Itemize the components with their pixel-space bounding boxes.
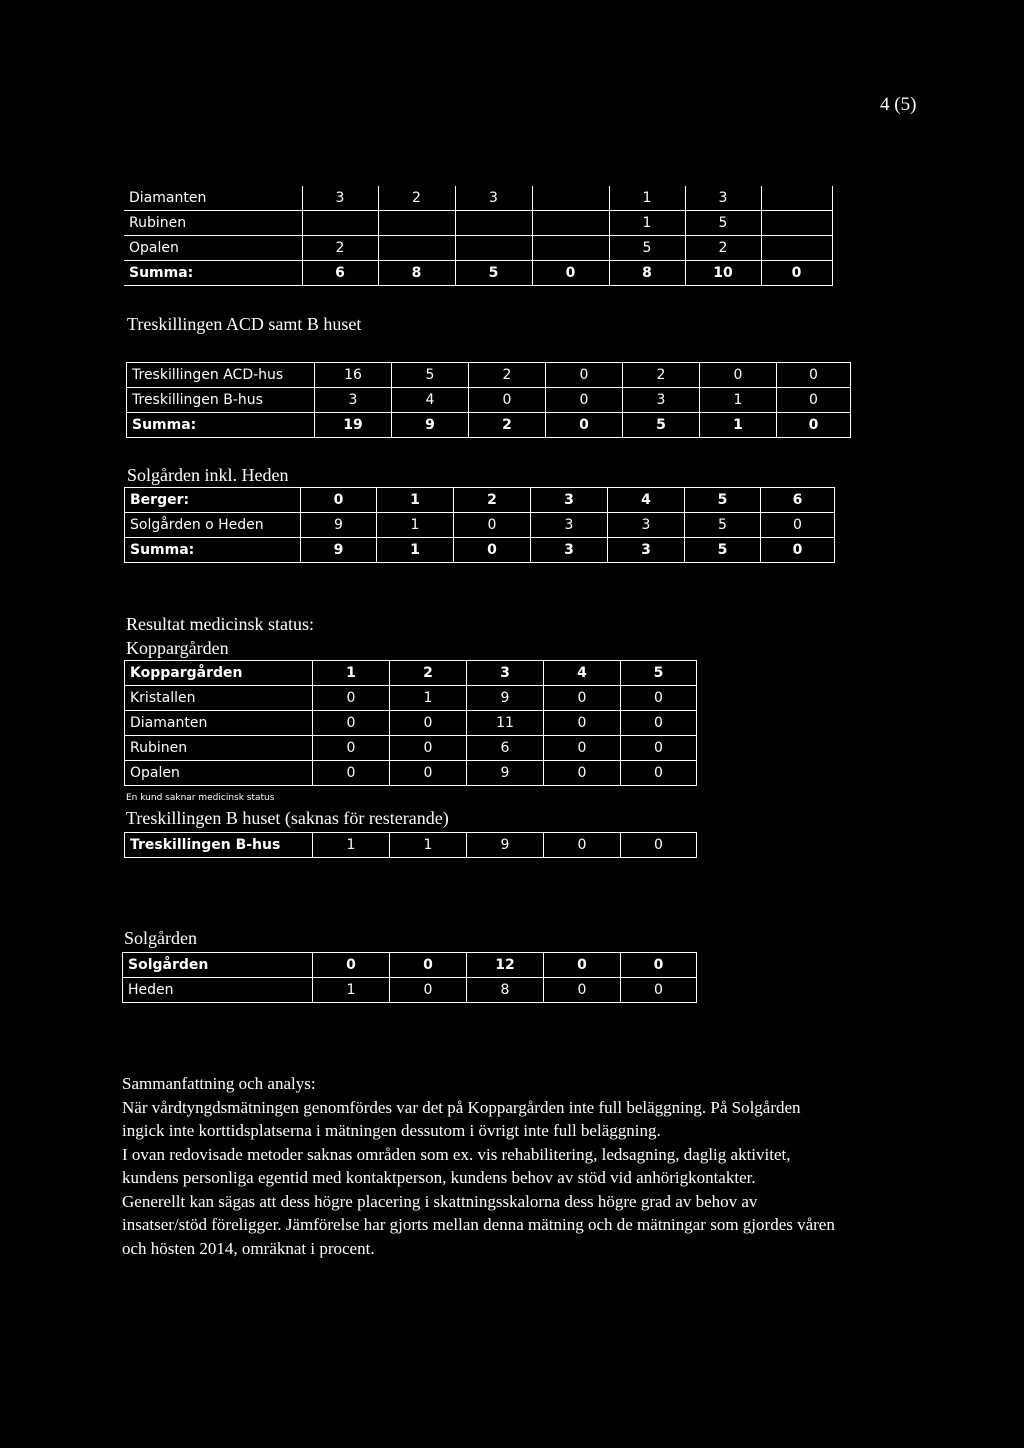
table-cell: 2 [454,488,531,513]
table-cell: 0 [544,833,621,858]
table-cell: 10 [685,261,761,286]
table-row [124,186,832,211]
table-cell: 0 [532,261,609,286]
table-cell: 5 [685,513,761,538]
table-cell: 1 [377,538,454,563]
table-cell: 3 [315,388,392,413]
table-koppargarden-top [124,186,833,286]
table-cell: 2 [302,236,378,261]
table-cell: 4 [392,388,469,413]
table-cell: 5 [455,261,532,286]
table-cell: 3 [455,186,532,211]
row-label: Treskillingen B-hus [125,833,313,858]
row-label: Summa: [124,261,302,286]
table-cell [532,186,609,211]
table-cell: 1 [390,833,467,858]
table-cell: 0 [544,978,621,1003]
table-cell: 3 [608,538,685,563]
row-label: Treskillingen B-hus [127,388,315,413]
table-cell: 0 [544,686,621,711]
table-cell: 1 [390,686,467,711]
table-cell: 1 [377,488,454,513]
table-row [125,538,835,563]
table-treskillingen [126,362,851,438]
table-cell: 6 [761,488,835,513]
table-cell: 1 [313,833,390,858]
table-cell: 4 [544,661,621,686]
table-cell: 0 [700,363,777,388]
table-cell [761,211,832,236]
table-cell: 5 [623,413,700,438]
table-cell: 0 [621,953,697,978]
table-cell [532,211,609,236]
row-label: Treskillingen ACD-hus [127,363,315,388]
table-cell: 0 [469,388,546,413]
table-cell: 5 [609,236,685,261]
summary-paragraph: När vårdtyngdsmätningen genomfördes var det på Koppargården inte full beläggning. På Solgården ingick inte korttidsplatserna i mätningen dessutom i övrigt inte full beläggning. [122,1097,801,1140]
table-cell: 0 [761,513,835,538]
table-cell: 0 [313,711,390,736]
table-cell: 0 [313,761,390,786]
table-cell: 0 [761,261,832,286]
table-cell: 2 [623,363,700,388]
table-cell: 5 [685,488,761,513]
table-medical-koppargarden [124,660,697,786]
table-row [123,953,697,978]
table-cell: 0 [621,978,697,1003]
table-cell: 0 [390,736,467,761]
table-cell: 0 [313,953,390,978]
table-cell: 3 [531,513,608,538]
table-cell: 0 [777,388,851,413]
table-cell: 0 [621,833,697,858]
table-row [127,388,851,413]
table-row [125,736,697,761]
table-cell: 1 [377,513,454,538]
row-label: Solgården o Heden [125,513,301,538]
table-cell: 9 [301,538,377,563]
solgarden-heden-heading: Solgården inkl. Heden [127,465,289,485]
table-cell [302,211,378,236]
table-cell: 0 [546,363,623,388]
table-cell: 3 [608,513,685,538]
summary-title: Sammanfattning och analys: [122,1074,316,1093]
table-row [127,363,851,388]
table-row [125,488,835,513]
table-cell: 1 [700,413,777,438]
table-cell [761,186,832,211]
table-cell: 9 [467,686,544,711]
table-cell [455,211,532,236]
table-cell: 0 [544,761,621,786]
treskillingen-heading: Treskillingen ACD samt B huset [127,314,362,334]
table-cell: 0 [546,413,623,438]
row-label: Kristallen [125,686,313,711]
solgarden-heading: Solgården [124,928,197,948]
table-cell: 0 [313,686,390,711]
table-cell: 0 [621,761,697,786]
table-solgarden-heden [124,487,835,563]
table-cell: 2 [378,186,455,211]
row-label: Solgården [123,953,313,978]
table-cell: 16 [315,363,392,388]
row-label: Rubinen [125,736,313,761]
table-medical-treskillingen-b [124,832,697,858]
row-label: Rubinen [124,211,302,236]
table-cell [378,236,455,261]
table-cell: 3 [623,388,700,413]
table-cell: 9 [467,761,544,786]
table-cell: 9 [392,413,469,438]
table-row [125,833,697,858]
row-label: Diamanten [124,186,302,211]
table-row [125,761,697,786]
row-label: Heden [123,978,313,1003]
row-label: Koppargården [125,661,313,686]
table-cell: 5 [621,661,697,686]
table-cell: 3 [685,186,761,211]
table-cell: 1 [313,661,390,686]
summary-paragraph: I ovan redovisade metoder saknas områden som ex. vis rehabilitering, ledsagning, daglig aktivitet, kundens personliga egentid med kontaktperson, kundens behov av stöd vid anhörigkontakter. [122,1144,791,1187]
table-cell: 0 [390,978,467,1003]
table-cell: 6 [467,736,544,761]
table-cell: 5 [685,538,761,563]
row-label: Opalen [124,236,302,261]
summary-paragraph: Generellt kan sägas att dess högre placering i skattningsskalorna dess högre grad av behov av insatser/stöd föreligger. Jämförelse har gjorts mellan denna mätning och de mätningar som gjordes våren och hösten 2014, omräknat i procent. [122,1191,835,1258]
table-cell: 2 [469,413,546,438]
table-cell: 2 [390,661,467,686]
table-row [124,236,832,261]
table-cell: 9 [467,833,544,858]
table-cell: 5 [685,211,761,236]
table-cell: 0 [761,538,835,563]
table-cell: 0 [621,736,697,761]
table-cell [532,236,609,261]
table-row [125,661,697,686]
page-number: 4 (5) [880,94,917,115]
table-cell [761,236,832,261]
koppargarden-subheading: Koppargården [126,638,229,658]
table-cell: 5 [392,363,469,388]
row-label: Opalen [125,761,313,786]
table-cell: 0 [544,953,621,978]
table-row [124,261,832,286]
table-cell: 8 [378,261,455,286]
table-cell: 11 [467,711,544,736]
table-cell: 19 [315,413,392,438]
table-cell: 0 [390,761,467,786]
table-cell: 4 [608,488,685,513]
table-cell [455,236,532,261]
table-cell: 1 [609,211,685,236]
table-cell: 0 [621,686,697,711]
row-label: Summa: [125,538,301,563]
table-cell: 2 [685,236,761,261]
table-cell: 0 [454,538,531,563]
table-cell: 3 [467,661,544,686]
table-cell: 6 [302,261,378,286]
missing-status-note: En kund saknar medicinsk status [126,793,275,803]
table-cell: 2 [469,363,546,388]
table-medical-solgarden [122,952,697,1003]
row-label: Summa: [127,413,315,438]
table-cell: 1 [700,388,777,413]
table-cell: 1 [313,978,390,1003]
row-label: Diamanten [125,711,313,736]
row-label: Berger: [125,488,301,513]
table-row [124,211,832,236]
table-cell: 9 [301,513,377,538]
table-cell: 3 [302,186,378,211]
table-row [125,513,835,538]
table-cell: 3 [531,538,608,563]
medical-status-heading: Resultat medicinsk status: [126,614,314,634]
table-row [125,711,697,736]
table-cell: 0 [454,513,531,538]
table-cell: 0 [544,711,621,736]
table-cell: 0 [313,736,390,761]
table-cell: 8 [609,261,685,286]
table-cell: 0 [390,711,467,736]
treskillingen-b-heading: Treskillingen B huset (saknas för resterande) [126,808,449,828]
table-row [123,978,697,1003]
table-cell: 3 [531,488,608,513]
table-cell: 0 [390,953,467,978]
table-cell: 0 [544,736,621,761]
table-cell: 0 [301,488,377,513]
summary-section [122,1072,842,1260]
table-row [125,686,697,711]
table-cell: 8 [467,978,544,1003]
table-cell: 1 [609,186,685,211]
table-cell: 0 [546,388,623,413]
table-cell [378,211,455,236]
table-cell: 0 [777,363,851,388]
table-cell: 0 [621,711,697,736]
table-cell: 12 [467,953,544,978]
table-cell: 0 [777,413,851,438]
table-row [127,413,851,438]
